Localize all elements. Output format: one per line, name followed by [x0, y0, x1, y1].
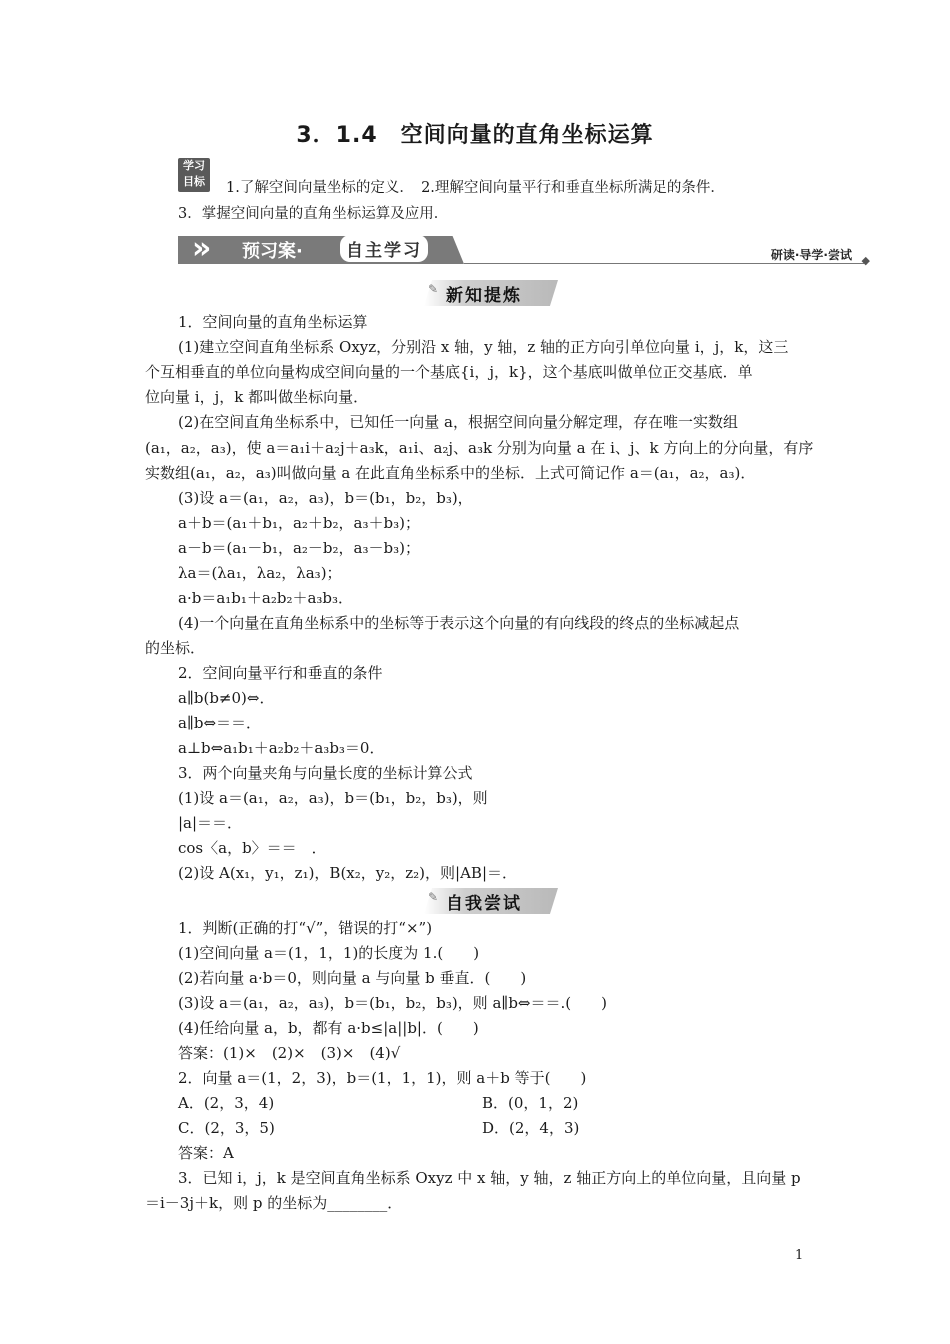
- page-number: 1: [795, 1248, 804, 1263]
- option-d: D．(2，4，3): [482, 1119, 580, 1137]
- text-line: 答案：(1)× (2)× (3)× (4)√: [178, 1044, 401, 1062]
- text-line: (a₁，a₂，a₃)，使 a＝a₁i＋a₂j＋a₃k，a₁i、a₂j、a₃k 分别为向量 a 在 i、j、k 方向上的分向量，有序: [145, 439, 814, 457]
- text-line: |a|＝＝．: [178, 814, 243, 832]
- text-line: (1)设 a＝(a₁，a₂，a₃)，b＝(b₁，b₂，b₃)，则: [178, 789, 488, 807]
- text-line: a＋b＝(a₁＋b₁，a₂＋b₂，a₃＋b₃)；: [178, 514, 420, 532]
- text-line: ＝i－3j＋k，则 p 的坐标为________．: [145, 1194, 403, 1212]
- text-line: 实数组(a₁，a₂，a₃)叫做向量 a 在此直角坐标系中的坐标．上式可简记作 a＝(a₁，a₂，a₃)．: [145, 464, 756, 482]
- text-line: (4)任给向量 a，b，都有 a·b≤|a||b|．( ): [178, 1019, 479, 1037]
- text-line: a∥b(b≠0)⇔．: [178, 689, 275, 707]
- option-a: A．(2，3，4): [178, 1094, 275, 1112]
- text-line: cos〈a，b〉＝＝ ．: [178, 839, 327, 857]
- text-line: a－b＝(a₁－b₁，a₂－b₂，a₃－b₃)；: [178, 539, 420, 557]
- text-line: (2)在空间直角坐标系中，已知任一向量 a，根据空间向量分解定理，存在唯一实数组: [178, 413, 738, 431]
- text-line: 1．判断(正确的打“√”，错误的打“×”): [178, 919, 433, 937]
- quill-icon: ✎: [428, 282, 439, 296]
- text-line: 位向量 i，j，k 都叫做坐标向量．: [145, 388, 369, 406]
- banner-subtitle: 研读·导学·尝试: [770, 248, 852, 262]
- quill-icon: ✎: [428, 890, 439, 904]
- text-line: a∥b⇔＝＝．: [178, 714, 262, 732]
- learning-goal-line-2: 3．掌握空间向量的直角坐标运算及应用．: [178, 206, 449, 222]
- text-line: 1．空间向量的直角坐标运算: [178, 313, 368, 331]
- text-line: a·b＝a₁b₁＋a₂b₂＋a₃b₃．: [178, 589, 354, 607]
- text-line: (1)空间向量 a＝(1，1，1)的长度为 1.( ): [178, 944, 480, 962]
- text-line: 2．空间向量平行和垂直的条件: [178, 664, 383, 682]
- banner-title: 预习案·: [242, 241, 303, 262]
- text-line: 2．向量 a＝(1，2，3)，b＝(1，1，1)，则 a＋b 等于( ): [178, 1069, 587, 1087]
- text-line: 的坐标．: [145, 639, 206, 657]
- option-c: C．(2，3，5): [178, 1119, 275, 1137]
- text-line: (4)一个向量在直角坐标系中的坐标等于表示这个向量的有向线段的终点的坐标减起点: [178, 614, 740, 632]
- text-line: (2)设 A(x₁，y₁，z₁)，B(x₂，y₂，z₂)，则|AB|＝．: [178, 864, 517, 882]
- text-line: λa＝(λa₁，λa₂，λa₃)；: [178, 564, 342, 582]
- text-line: 3．两个向量夹角与向量长度的坐标计算公式: [178, 764, 473, 782]
- banner-highlight: 自主学习: [340, 235, 428, 262]
- text-line: 个互相垂直的单位向量构成空间向量的一个基底{i，j，k}，这个基底叫做单位正交基底．单: [145, 363, 753, 381]
- text-line: a⊥b⇔a₁b₁＋a₂b₂＋a₃b₃＝0．: [178, 739, 385, 757]
- section-banner: [178, 232, 870, 268]
- text-line: (2)若向量 a·b＝0，则向量 a 与向量 b 垂直．( ): [178, 969, 527, 987]
- section-heading-self-try: 自我尝试: [446, 894, 522, 914]
- section-heading-new-knowledge: 新知提炼: [446, 286, 522, 306]
- diamond-icon: ◆: [861, 254, 870, 267]
- page-title: 3．1.4 空间向量的直角坐标运算: [296, 123, 654, 148]
- text-line: 答案：A: [178, 1144, 234, 1162]
- text-line: (1)建立空间直角坐标系 Oxyz，分别沿 x 轴，y 轴，z 轴的正方向引单位向量 i，j，k，这三: [178, 338, 789, 356]
- text-line: (3)设 a＝(a₁，a₂，a₃)，b＝(b₁，b₂，b₃)，则 a∥b⇔＝＝.( ): [178, 994, 607, 1012]
- text-line: (3)设 a＝(a₁，a₂，a₃)，b＝(b₁，b₂，b₃)，: [178, 489, 473, 507]
- banner-rule: [464, 263, 864, 264]
- chevron-right-icon: »: [192, 231, 212, 266]
- learning-goals-badge: 学习 目标: [178, 158, 210, 192]
- learning-goal-line-1: 1.了解空间向量坐标的定义． 2.理解空间向量平行和垂直坐标所满足的条件．: [226, 180, 725, 196]
- text-line: 3．已知 i，j，k 是空间直角坐标系 Oxyz 中 x 轴，y 轴，z 轴正方向上的单位向量，且向量 p: [178, 1169, 801, 1187]
- option-b: B．(0，1，2): [482, 1094, 579, 1112]
